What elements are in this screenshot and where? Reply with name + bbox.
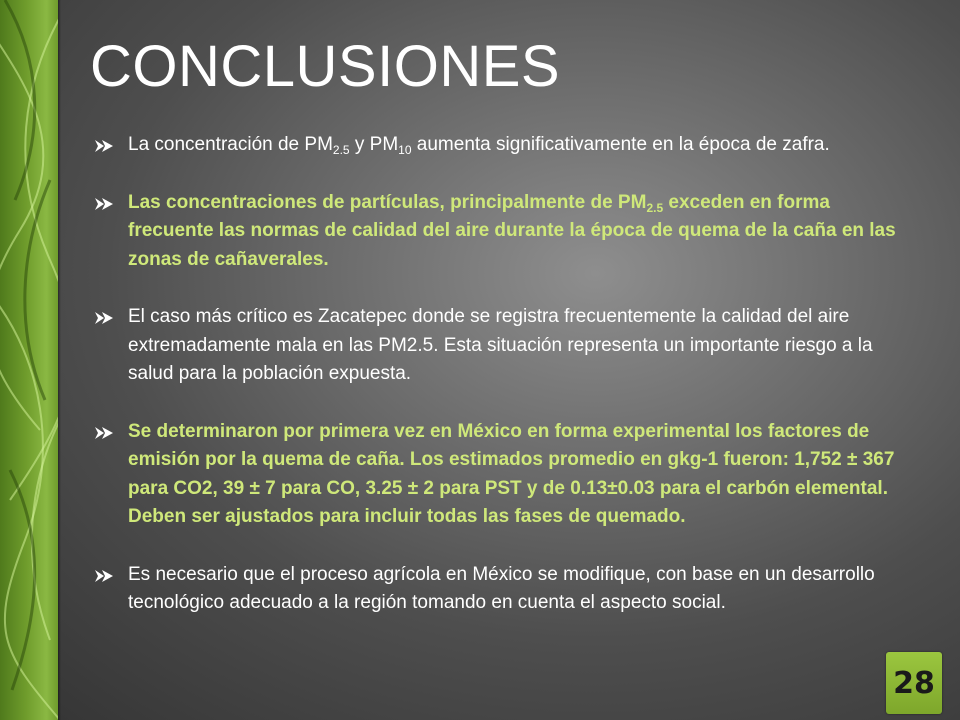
bullet-item (90, 561, 900, 618)
leaf-pattern-icon (0, 0, 58, 720)
arrow-bullet-icon (94, 197, 114, 211)
arrow-bullet-icon (94, 569, 114, 583)
bullet-item (90, 303, 900, 389)
bullet-text: aumenta significativamente en la época de zafra. (411, 134, 830, 155)
subscript: 2.5 (332, 143, 350, 157)
band-shadow (58, 0, 61, 720)
bullet-text: El caso más crítico es Zacatepec donde se registra frecuentemente la calidad del aire extremadamente mala en las PM2.5. Esta situación representa un importante riesgo a la salud para la población expuesta. (128, 306, 873, 384)
bullet-item (90, 189, 900, 275)
arrow-bullet-icon (94, 139, 114, 153)
subscript: 2.5 (646, 200, 664, 215)
subscript: 10 (398, 143, 412, 157)
arrow-bullet-icon (94, 426, 114, 440)
bullet-item (90, 131, 900, 160)
bullet-text: Es necesario que el proceso agrícola en México se modifique, con base en un desarrollo tecnológico adecuado a la región tomando en cuenta el aspecto social. (128, 563, 875, 613)
decorative-green-band (0, 0, 58, 720)
bullet-text: Se determinaron por primera vez en México en forma experimental los factores de emisión por la quema de caña. Los estimados promedio en gkg-1 fueron: 1,752 ± 367 para CO2, 39 ± 7 para CO, 3.25 ± 2 para PST y de 0.13±0.03 para el carbón elemental. Deben ser ajustados para incluir todas las fases de quemado. (128, 420, 895, 527)
arrow-bullet-icon (94, 311, 114, 325)
slide-title: CONCLUSIONES (90, 34, 561, 99)
conclusions-list (90, 131, 900, 647)
bullet-item (90, 418, 900, 532)
bullet-text: Las concentraciones de partículas, principalmente de PM (128, 191, 647, 213)
bullet-text: y PM (349, 134, 399, 155)
bullet-text: La concentración de PM (128, 134, 333, 155)
bullet-text: exceden en forma frecuente las normas de calidad del aire durante la época de quema de la caña en las zonas de cañaverales. (128, 191, 896, 270)
page-number-badge: 28 (886, 652, 942, 714)
